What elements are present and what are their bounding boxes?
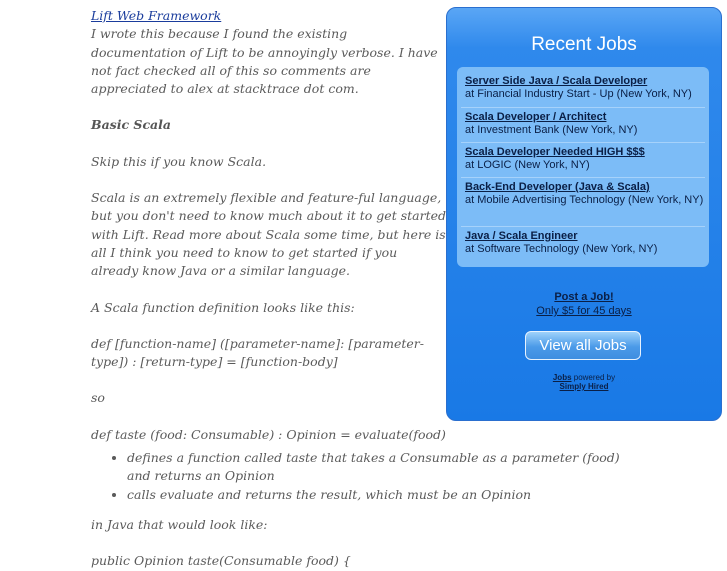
skip-note: Skip this if you know Scala.: [91, 153, 267, 169]
definition-syntax: def [function-name] ([parameter-name]: [parameter-type]) : [return-type] = [function-body]: [91, 335, 424, 370]
spacer: [91, 371, 446, 389]
view-all-jobs-button[interactable]: View all Jobs: [525, 331, 641, 360]
divider: [461, 177, 705, 178]
spacer: [91, 98, 446, 116]
job-title-link[interactable]: Scala Developer / Architect: [465, 111, 607, 123]
java-code: public Opinion taste(Consumable food) {: [91, 553, 351, 569]
job-title-link[interactable]: Java / Scala Engineer: [465, 230, 578, 242]
spacer: [91, 317, 446, 335]
simply-hired-link[interactable]: Simply Hired: [559, 382, 609, 391]
job-company: at Investment Bank (New York, NY): [465, 123, 638, 136]
job-listing[interactable]: [465, 181, 709, 206]
jobs-list: [457, 67, 709, 267]
job-listing[interactable]: [465, 75, 709, 100]
spacer: [91, 534, 446, 552]
spacer: [91, 171, 446, 189]
jobs-link[interactable]: Jobs: [552, 373, 572, 382]
java-intro: in Java that would look like:: [91, 516, 268, 532]
list-item: • calls evaluate and returns the result, which must be an Opinion: [127, 486, 637, 504]
so-text: so: [91, 390, 105, 406]
divider: [461, 226, 705, 227]
lift-framework-link[interactable]: Lift Web Framework: [91, 8, 222, 23]
intro-paragraph: I wrote this because I found the existing documentation of Lift to be annoyingly verbose. I have not fact checked all of this so comments are appreciated to alex at stacktrace dot com.: [91, 26, 438, 97]
list-item: • defines a function called taste that takes a Consumable as a parameter (food) and returns an Opinion: [127, 449, 637, 486]
section-heading: Basic Scala: [91, 117, 171, 133]
definition-example: def taste (food: Consumable) : Opinion = evaluate(food): [91, 426, 446, 442]
post-job-price-link[interactable]: Only $5 for 45 days: [536, 305, 632, 317]
definition-intro: A Scala function definition looks like this:: [91, 299, 355, 315]
post-job-link[interactable]: Post a Job!: [554, 291, 614, 303]
job-listing[interactable]: [465, 146, 709, 171]
spacer: [91, 504, 446, 516]
job-title-link[interactable]: Back-End Developer (Java & Scala): [465, 181, 650, 193]
job-listing[interactable]: [465, 230, 709, 255]
spacer: [91, 408, 446, 426]
powered-by-text: powered by: [571, 373, 616, 382]
job-title-link[interactable]: Scala Developer Needed HIGH $$$: [465, 146, 645, 158]
divider: [461, 142, 705, 143]
job-company: at LOGIC (New York, NY): [465, 158, 590, 171]
job-company: at Financial Industry Start - Up (New York, NY): [465, 87, 692, 100]
powered-by: [447, 373, 721, 391]
scala-paragraph: Scala is an extremely flexible and feature-ful language, but you don't need to know much about it to get started with Lift. Read more about Scala some time, but here is all I think you need to know to get started if you already know Java or a similar language.: [91, 190, 446, 279]
job-company: at Software Technology (New York, NY): [465, 242, 658, 255]
divider: [461, 107, 705, 108]
post-job-section: [447, 291, 721, 317]
spacer: [91, 135, 446, 153]
job-company: at Mobile Advertising Technology (New York, NY): [465, 193, 704, 206]
explanation-list: [91, 449, 637, 504]
recent-jobs-widget: [446, 7, 722, 421]
job-title-link[interactable]: Server Side Java / Scala Developer: [465, 75, 648, 87]
spacer: [91, 281, 446, 299]
job-listing[interactable]: [465, 111, 709, 136]
widget-title: Recent Jobs: [531, 34, 637, 55]
